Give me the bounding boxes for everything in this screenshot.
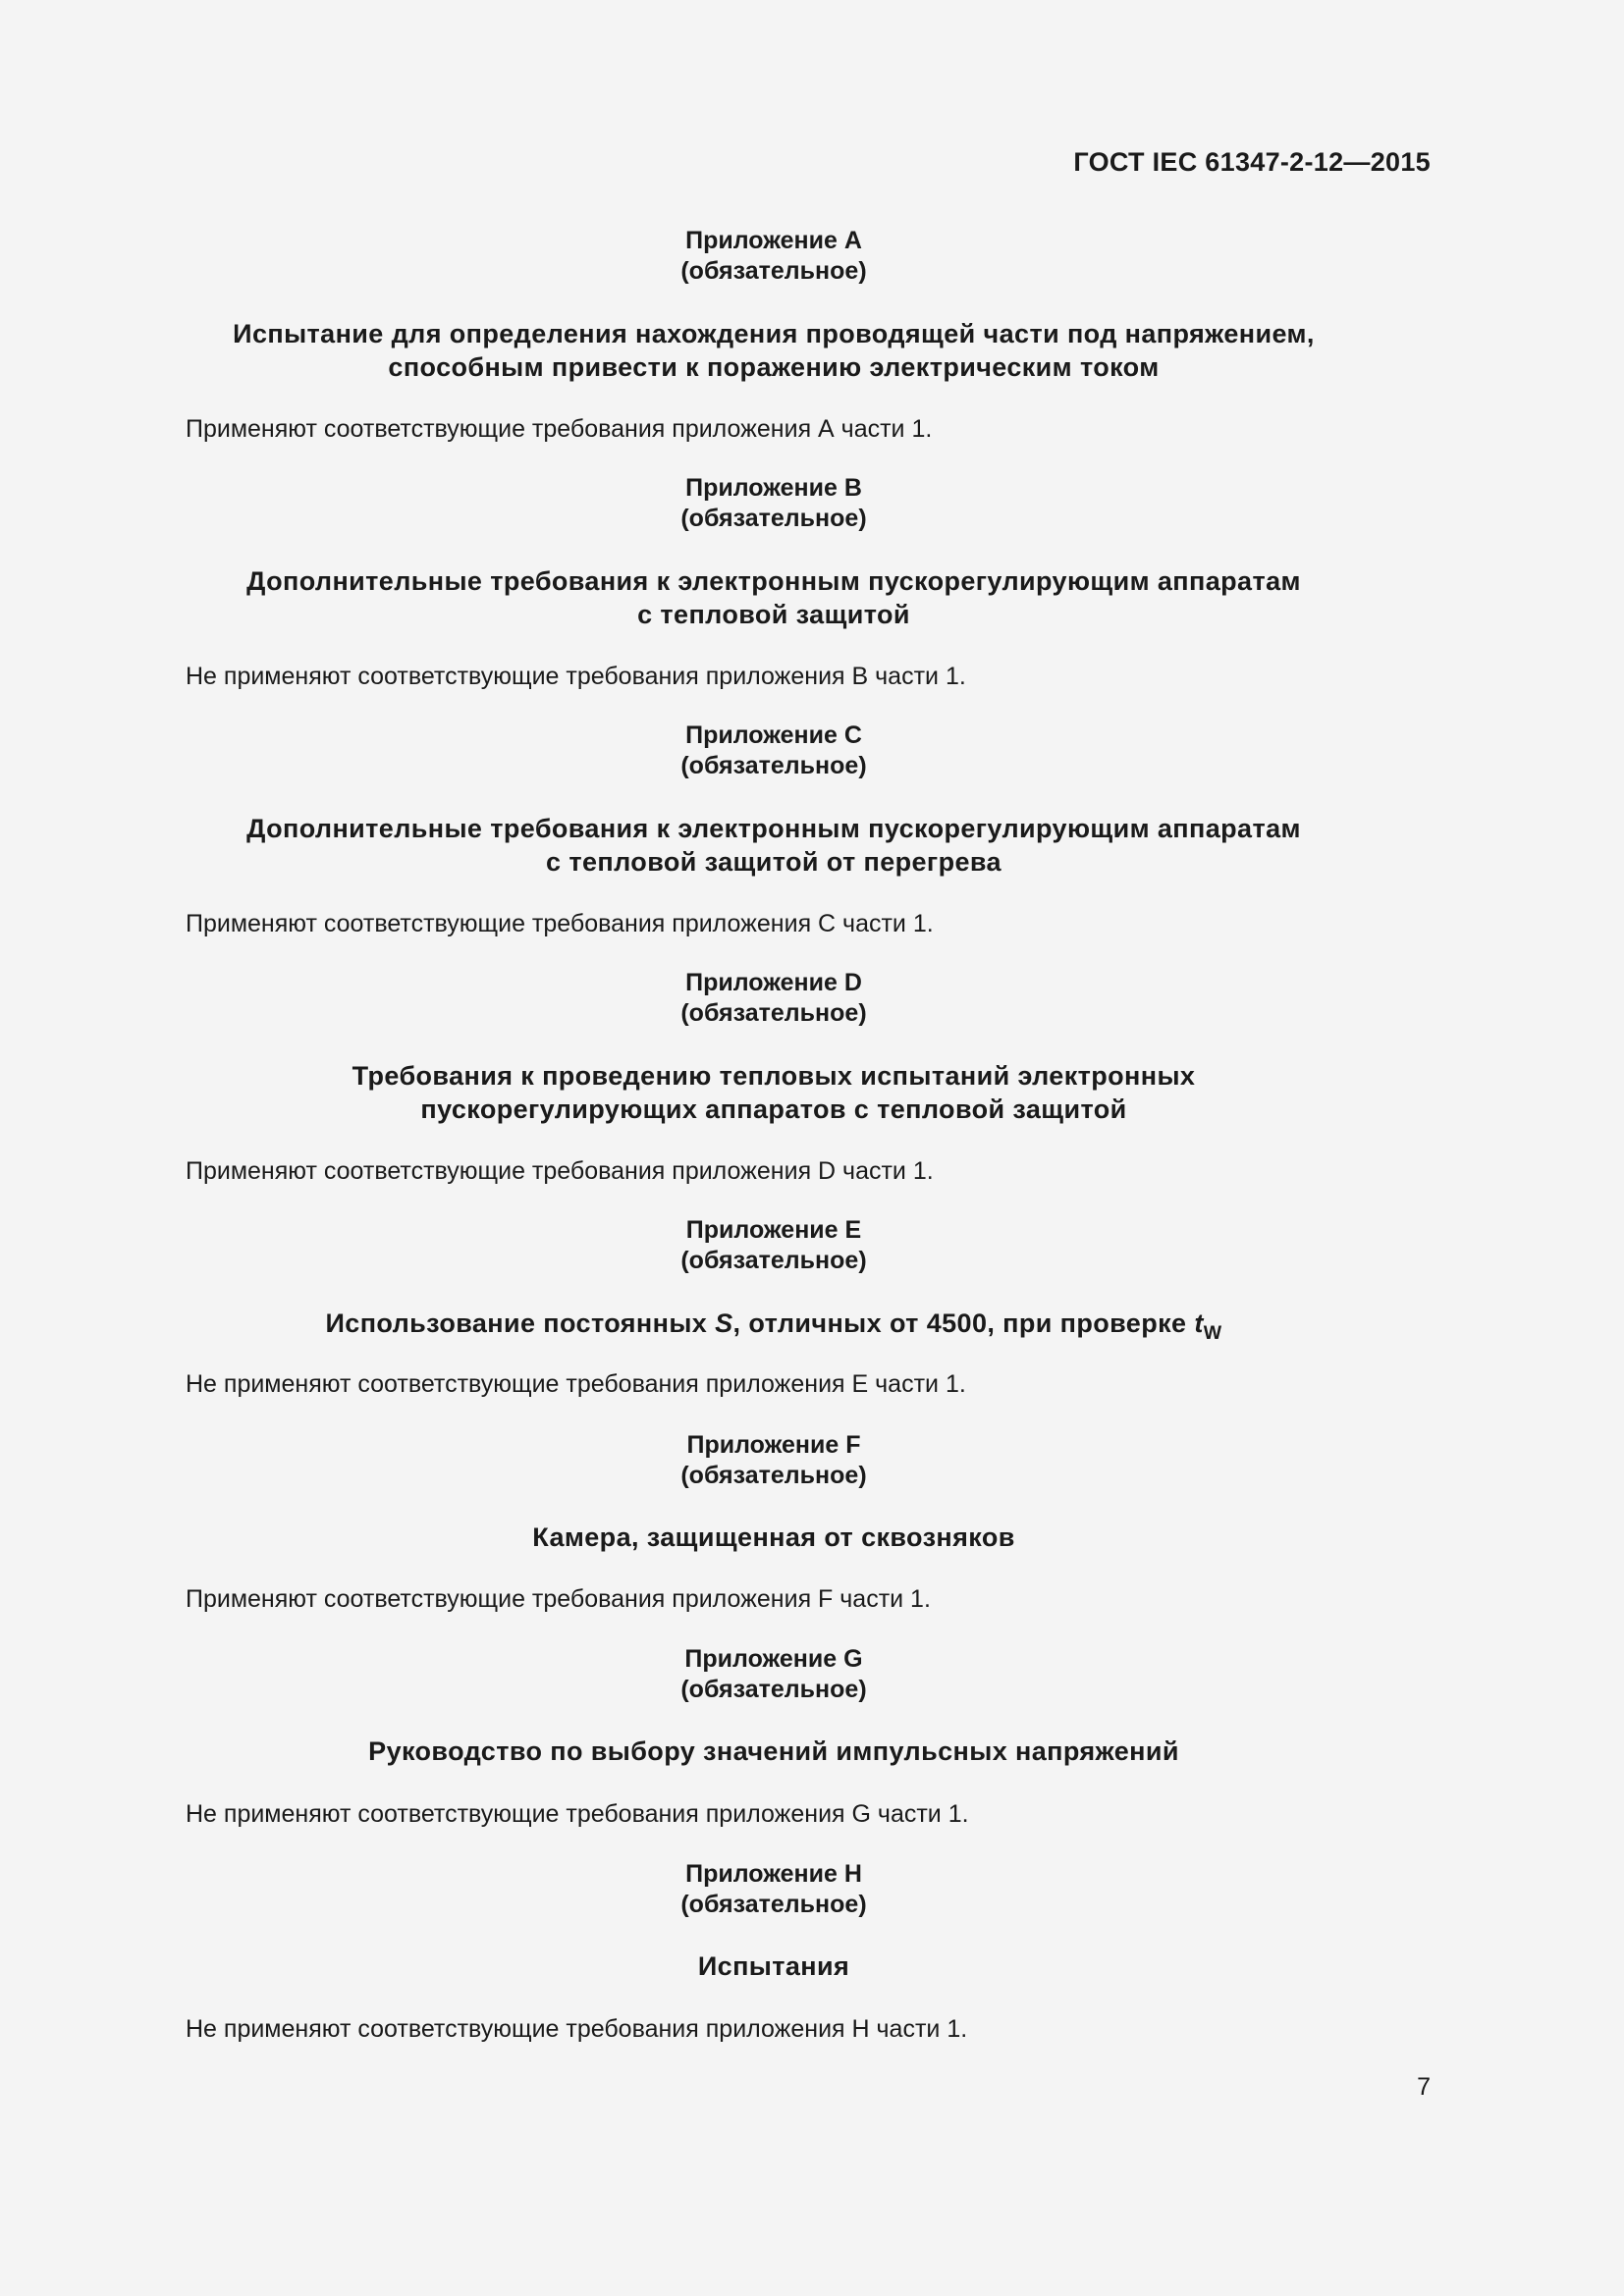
annex-d-label: Приложение D	[685, 969, 862, 996]
annex-b-label: Приложение В	[685, 474, 862, 502]
annex-b-text: Не применяют соответствующие требования приложения В части 1.	[186, 663, 966, 690]
annex-e-subscript: W	[1203, 1321, 1222, 1344]
annex-c-status: (обязательное)	[680, 752, 867, 779]
annex-a-text: Применяют соответствующие требования приложения А части 1.	[186, 415, 933, 443]
annex-a-label: Приложение А	[685, 227, 862, 254]
annex-a-title	[0, 317, 1547, 384]
annex-c-text: Применяют соответствующие требования приложения С части 1.	[186, 910, 934, 937]
annex-f-label: Приложение F	[686, 1431, 861, 1459]
annex-e-title	[0, 1307, 1547, 1350]
annex-f-text: Применяют соответствующие требования приложения F части 1.	[186, 1585, 931, 1613]
annex-a-title-line: Испытание для определения нахождения проводящей части под напряжением,	[233, 319, 1315, 348]
annex-f-title	[0, 1521, 1547, 1554]
annex-d-title	[0, 1059, 1547, 1126]
annex-g-title-line: Руководство по выбору значений импульсных напряжений	[368, 1736, 1179, 1766]
annex-e-status: (обязательное)	[680, 1247, 867, 1274]
annex-e-text: Не применяют соответствующие требования приложения Е части 1.	[186, 1370, 966, 1398]
annex-f-title-line: Камера, защищенная от сквозняков	[532, 1522, 1015, 1552]
annex-h-label: Приложение Н	[685, 1860, 862, 1888]
annex-b-title	[0, 564, 1547, 631]
document-code: ГОСТ IEC 61347-2-12—2015	[1073, 147, 1431, 177]
annex-d-title-line: пускорегулирующих аппаратов с тепловой защитой	[420, 1095, 1127, 1124]
annex-a-title-line: способным привести к поражению электрическим током	[388, 352, 1160, 382]
annex-c-title-line: Дополнительные требования к электронным пускорегулирующим аппаратам	[246, 814, 1301, 843]
annex-d-text: Применяют соответствующие требования приложения D части 1.	[186, 1157, 934, 1185]
annex-g-title	[0, 1735, 1547, 1768]
annex-d-title-line: Требования к проведению тепловых испытаний электронных	[352, 1061, 1196, 1091]
annex-e-label: Приложение Е	[685, 1216, 862, 1244]
annex-b-title-line: Дополнительные требования к электронным пускорегулирующим аппаратам	[246, 566, 1301, 596]
annex-g-text: Не применяют соответствующие требования приложения G части 1.	[186, 1800, 969, 1828]
annex-a-status: (обязательное)	[680, 257, 867, 285]
annex-c-label: Приложение С	[685, 721, 862, 749]
annex-g-label: Приложение G	[684, 1645, 863, 1673]
annex-e-symbol-s: S	[715, 1308, 733, 1338]
annex-c-title-line: с тепловой защитой от перегрева	[546, 847, 1001, 877]
annex-b-title-line: с тепловой защитой	[637, 600, 910, 629]
annex-h-title	[0, 1949, 1547, 1983]
annex-f-status: (обязательное)	[680, 1462, 867, 1489]
annex-d-status: (обязательное)	[680, 999, 867, 1027]
annex-h-status: (обязательное)	[680, 1891, 867, 1918]
annex-g-status: (обязательное)	[680, 1676, 867, 1703]
annex-h-title-line: Испытания	[697, 1951, 850, 1981]
annex-e-title-middle: , отличных от 4500, при проверке	[732, 1308, 1195, 1338]
page-number: 7	[1417, 2073, 1431, 2101]
annex-c-title	[0, 812, 1547, 879]
annex-e-title-before: Использование постоянных	[325, 1308, 716, 1338]
annex-b-status: (обязательное)	[680, 505, 867, 532]
annex-e-symbol-t: t	[1194, 1308, 1204, 1338]
annex-h-text: Не применяют соответствующие требования приложения Н части 1.	[186, 2015, 968, 2043]
